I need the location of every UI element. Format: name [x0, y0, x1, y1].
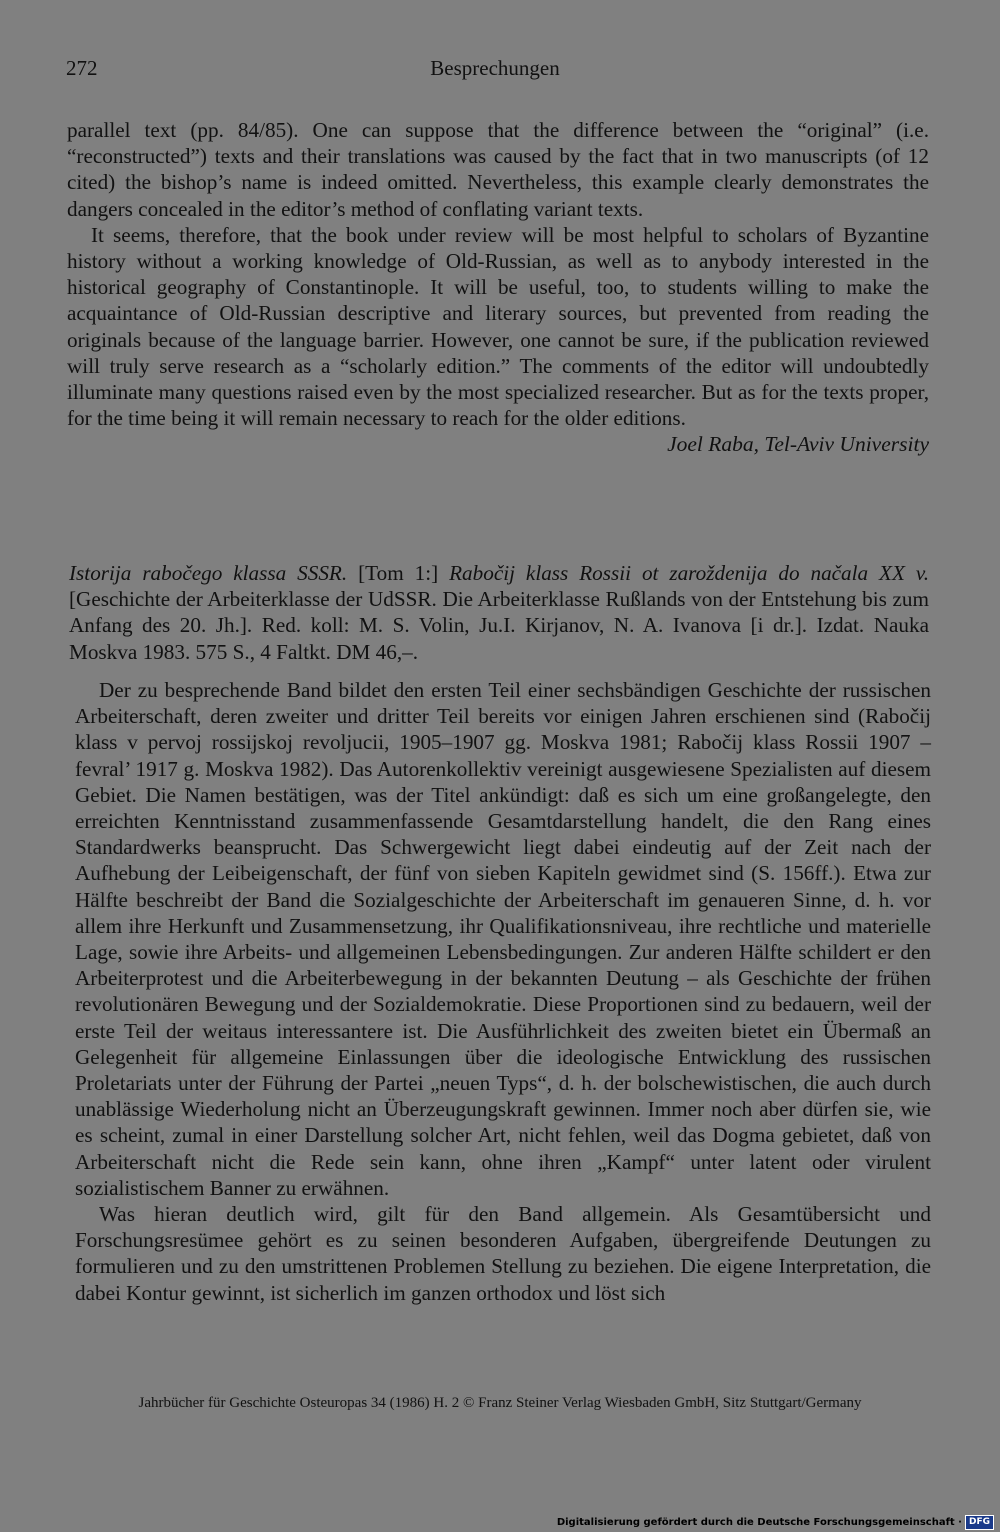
dfg-logo-icon: DFG — [965, 1515, 994, 1530]
journal-citation-footer: Jahrbücher für Geschichte Osteuropas 34 (1986) H. 2 © Franz Steiner Verlag Wiesbaden GmbH, Sitz Stuttgart/Germany — [138, 1395, 862, 1411]
review-2-bibliographic-heading — [69, 560, 929, 665]
digitization-note: Digitalisierung gefördert durch die Deutsche Forschungsgemeinschaft · — [556, 1516, 962, 1528]
page-number: 272 — [66, 56, 98, 80]
running-head — [0, 56, 1000, 81]
review-1-section — [67, 117, 929, 458]
running-head-text: Besprechungen — [430, 56, 560, 80]
review-1-signature: Joel Raba, Tel-Aviv University — [667, 432, 929, 457]
review-2-body — [75, 677, 931, 1306]
digitization-credit — [557, 1515, 994, 1529]
review-1-paragraph-2: It seems, therefore, that the book under review will be most helpful to scholars of Byzantine history without a working knowledge of Old-Russian, as well as to anybody interested in the historical geography of Constantinople. It will be useful, too, to students willing to make the acquaintance of Old-Russian descriptive and literary sources, but prevented from reading the originals because of the language barrier. However, one cannot be sure, if the publication reviewed will truly serve research as a “scholarly edition.” The comments of the editor will undoubtedly illuminate many questions raised even by the most specialized researcher. But as for the texts proper, for the time being it will remain necessary to reach for the older editions. — [67, 222, 929, 431]
book-title-main: Rabočij klass Rossii ot zaroždenija do načala XX v. — [449, 561, 929, 585]
book-title-series: Istorija rabočego klassa SSSR. — [69, 561, 348, 585]
book-title-volume: [Tom 1:] — [347, 561, 450, 585]
review-2-paragraph-1: Der zu besprechende Band bildet den ersten Teil einer sechsbändigen Geschichte der russischen Arbeiterschaft, deren zweiter und dritter Teil bereits vor einigen Jahren erschienen sind (Rabočij klass v pervoj rossijskoj revoljucii, 1905–1907 gg. Moskva 1981; Rabočij klass Rossii 1907 – fevral’ 1917 g. Moskva 1982). Das Autorenkollektiv vereinigt ausgewiesene Spezialisten auf diesem Gebiet. Die Namen bestätigen, was der Titel ankündigt: daß es sich um eine großangelegte, den erreichten Kenntnisstand zusammenfassende Gesamtdarstellung handelt, die den Rang eines Standardwerks beansprucht. Das Schwergewicht liegt dabei eindeutig auf der Zeit nach der Aufhebung der Leibeigenschaft, der fünf von sieben Kapiteln gewidmet sind (S. 156ff.). Etwa zur Hälfte beschreibt der Band die Sozialgeschichte der Arbeiterschaft im genaueren Sinne, d. h. vor allem ihre Herkunft und Zusammensetzung, ihr Qualifikationsniveau, ihre rechtliche und materielle Lage, sowie ihre Arbeits- und allgemeinen Lebensbedingungen. Zur anderen Hälfte schildert er den Arbeiterprotest und die Arbeiterbewegung in der bekannten Deutung – als Geschichte der frühen revolutionären Bewegung und der Sozialdemokratie. Diese Proportionen sind zu bedauern, weil der erste Teil der weitaus interessantere ist. Die Ausführlichkeit des zweiten bietet ein Übermaß an Gelegenheit für allgemeine Einlassungen über die ideologische Entwicklung des russischen Proletariats unter der Führung der Partei „neuen Typs“, d. h. der bolschewistischen, die auch durch unablässige Wiederholung nicht an Überzeugungskraft gewinnen. Immer noch aber dürfen sie, wie es scheint, zumal in einer Darstellung solcher Art, nicht fehlen, weil das Dogma gebietet, daß von Arbeiterschaft nicht die Rede sein kann, ohne ihren „Kampf“ unter latent oder virulent sozialistischem Banner zu erwähnen. — [75, 678, 931, 1200]
book-bibliographic-details: [Geschichte der Arbeiterklasse der UdSSR. Die Arbeiterklasse Rußlands von der Entstehung bis zum Anfang des 20. Jh.]. Red. koll: M. S. Volin, Ju.I. Kirjanov, N. A. Ivanova [i dr.]. Izdat. Nauka Moskva 1983. 575 S., 4 Faltkt. DM 46,–. — [69, 587, 929, 664]
review-2-paragraph-2: Was hieran deutlich wird, gilt für den Band allgemein. Als Gesamtübersicht und Forschungsresümee gehört es zu seinen besonderen Aufgaben, übergreifende Deutungen zu formulieren und zu den umstrittenen Problemen Stellung zu beziehen. Die eigene Interpretation, die dabei Kontur gewinnt, ist sicherlich im ganzen orthodox und löst sich — [75, 1202, 931, 1305]
review-1-paragraph-1: parallel text (pp. 84/85). One can suppose that the difference between the “original” (i.e. “reconstructed”) texts and their translations was caused by the fact that in two manuscripts (of 12 cited) the bishop’s name is indeed omitted. Nevertheless, this example clearly demonstrates the dangers concealed in the editor’s method of conflating variant texts. — [67, 118, 929, 221]
